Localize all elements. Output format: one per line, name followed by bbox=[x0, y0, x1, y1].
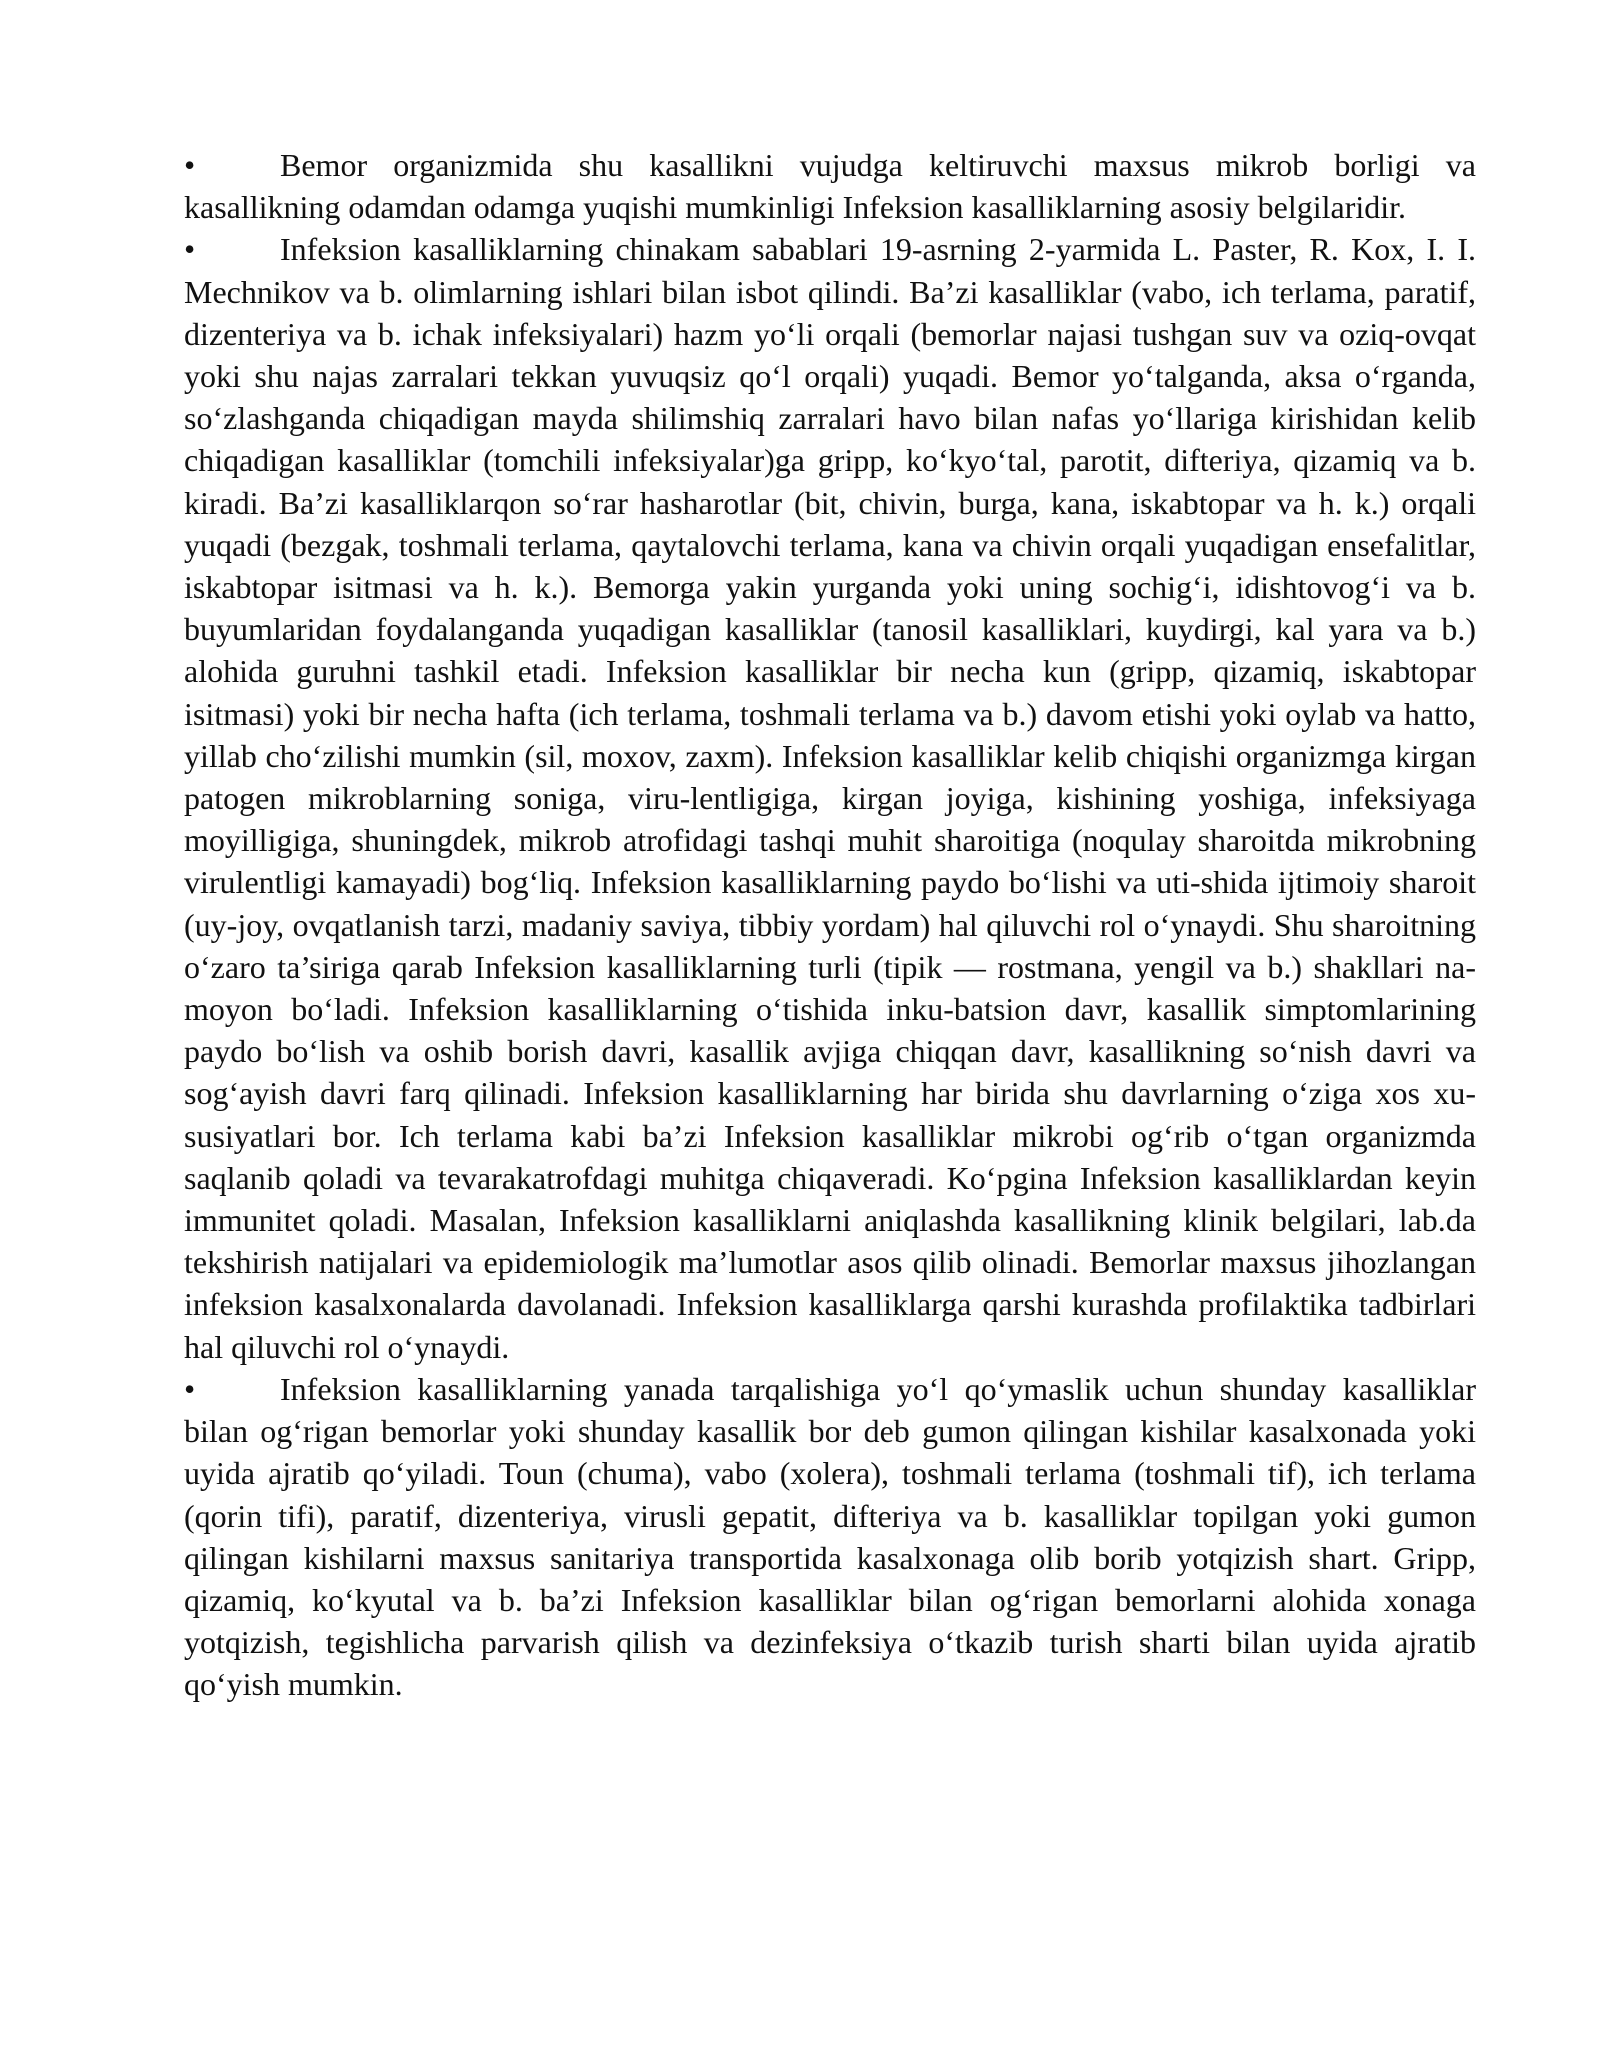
bullet-icon: • bbox=[184, 1370, 196, 1407]
paragraph-text: Infeksion kasalliklarning yanada tarqalishiga yo‘l qo‘ymaslik uchun shunday kasalliklar bilan og‘rigan bemorlar yoki shunday kasallik bor deb gumon qilingan kishilar kasalxonada yoki uyida ajratib qo‘yiladi. Toun (chuma), vabo (xolera), toshmali terlama (toshmali tif), ich terlama (qorin tifi), paratif, dizenteriya, virusli gepatit, difteriya va b. kasalliklar topilgan yoki gumon qilingan kishilarni maxsus sanitariya transportida kasalxonaga olib borib yotqizish shart. Gripp, qizamiq, ko‘kyutal va b. ba’zi Infeksion kasalliklar bilan og‘rigan bemorlarni alohida xonaga yotqizish, tegishlicha parvarish qilish va dezinfeksiya o‘tkazib turish sharti bilan uyida ajratib qo‘yish mumkin. bbox=[184, 1370, 1476, 1703]
bullet-icon: • bbox=[184, 231, 196, 268]
paragraph-text: Infeksion kasalliklarning chinakam sabablari 19-asrning 2-yarmida L. Paster, R. Kox, I. I. Mechnikov va b. olimlarning ishlari bilan isbot qilindi. Ba’zi kasalliklar (vabo, ich terlama, paratif, dizenteriya va b. ichak infeksiyalari) hazm yo‘li orqali (bemorlar najasi tushgan suv va oziq-ovqat yoki shu najas zarralari tekkan yuvuqsiz qo‘l orqali) yuqadi. Bemor yo‘talganda, aksa o‘rganda, so‘zlashganda chiqadigan mayda shilimshiq zarralari havo bilan nafas yo‘llariga kirishidan kelib chiqadigan kasalliklar (tomchili infeksiyalar)ga gripp, ko‘kyo‘tal, parotit, difteriya, qizamiq va b. kiradi. Ba’zi kasalliklarqon so‘rar hasharotlar (bit, chivin, burga, kana, iskabtopar va h. k.) orqali yuqadi (bezgak, toshmali terlama, qaytalovchi terlama, kana va chivin orqali yuqadigan ensefalitlar, iskabtopar isitmasi va h. k.). Bemorga yakin yurganda yoki uning sochig‘i, idishtovog‘i va b. buyumlaridan foydalanganda yuqadigan kasalliklar (tanosil kasalliklari, kuydirgi, kal yara va b.) alohida guruhni tashkil etadi. Infeksion kasalliklar bir necha kun (gripp, qizamiq, iskabtopar isitmasi) yoki bir necha hafta (ich terlama, toshmali terlama va b.) davom etishi yoki oylab va hatto, yillab cho‘zilishi mumkin (sil, moxov, zaxm). Infeksion kasalliklar kelib chiqishi organizmga kirgan patogen mikroblarning soniga, viru-lentligiga, kirgan joyiga, kishining yoshiga, infeksiyaga moyilligiga, shuningdek, mikrob atrofidagi tashqi muhit sharoitiga (noqulay sharoitda mikrobning virulentligi kamayadi) bog‘liq. Infeksion kasalliklarning paydo bo‘lishi va uti-shida ijtimoiy sharoit (uy-joy, ovqatlanish tarzi, madaniy saviya, tibbiy yordam) hal qiluvchi rol o‘ynaydi. Shu sharoitning o‘zaro ta’siriga qarab Infeksion kasalliklarning turli (tipik — rostmana, yengil va b.) shakllari na-moyon bo‘ladi. Infeksion kasalliklarning o‘tishida inku-batsion davr, kasallik simptomlarining paydo bo‘lish va oshib borish davri, kasallik avjiga chiqqan davr, kasallikning so‘nish davri va sog‘ayish davri farq qilinadi. Infeksion kasalliklarning har birida shu davrlarning o‘ziga xos xu-susiyatlari bor. Ich terlama kabi ba’zi Infeksion kasalliklar mikrobi og‘rib o‘tgan organizmda saqlanib qoladi va tevarakatrofdagi muhitga chiqaveradi. Ko‘pgina Infeksion kasalliklardan keyin immunitet qoladi. Masalan, Infeksion kasalliklarni aniqlashda kasallikning klinik belgilari, lab.da tekshirish natijalari va epidemiologik ma’lumotlar asos qilib olinadi. Bemorlar maxsus jihozlangan infeksion kasalxonalarda davolanadi. Infeksion kasalliklarga qarshi kurashda profilaktika tadbirlari hal qiluvchi rol o‘ynaydi. bbox=[184, 231, 1476, 1365]
bullet-icon: • bbox=[184, 147, 196, 183]
bullet-paragraph-3 bbox=[184, 1368, 1476, 1706]
paragraph-text: Bemor organizmida shu kasallikni vujudga keltiruvchi maxsus mikrob borligi va kasallikning odamdan odamga yuqishi mumkinligi Infeksion kasalliklarning asosiy belgilaridir. bbox=[184, 147, 1476, 226]
document-page bbox=[184, 144, 1476, 1706]
bullet-paragraph-2 bbox=[184, 228, 1476, 1367]
bullet-paragraph-1 bbox=[184, 144, 1476, 228]
